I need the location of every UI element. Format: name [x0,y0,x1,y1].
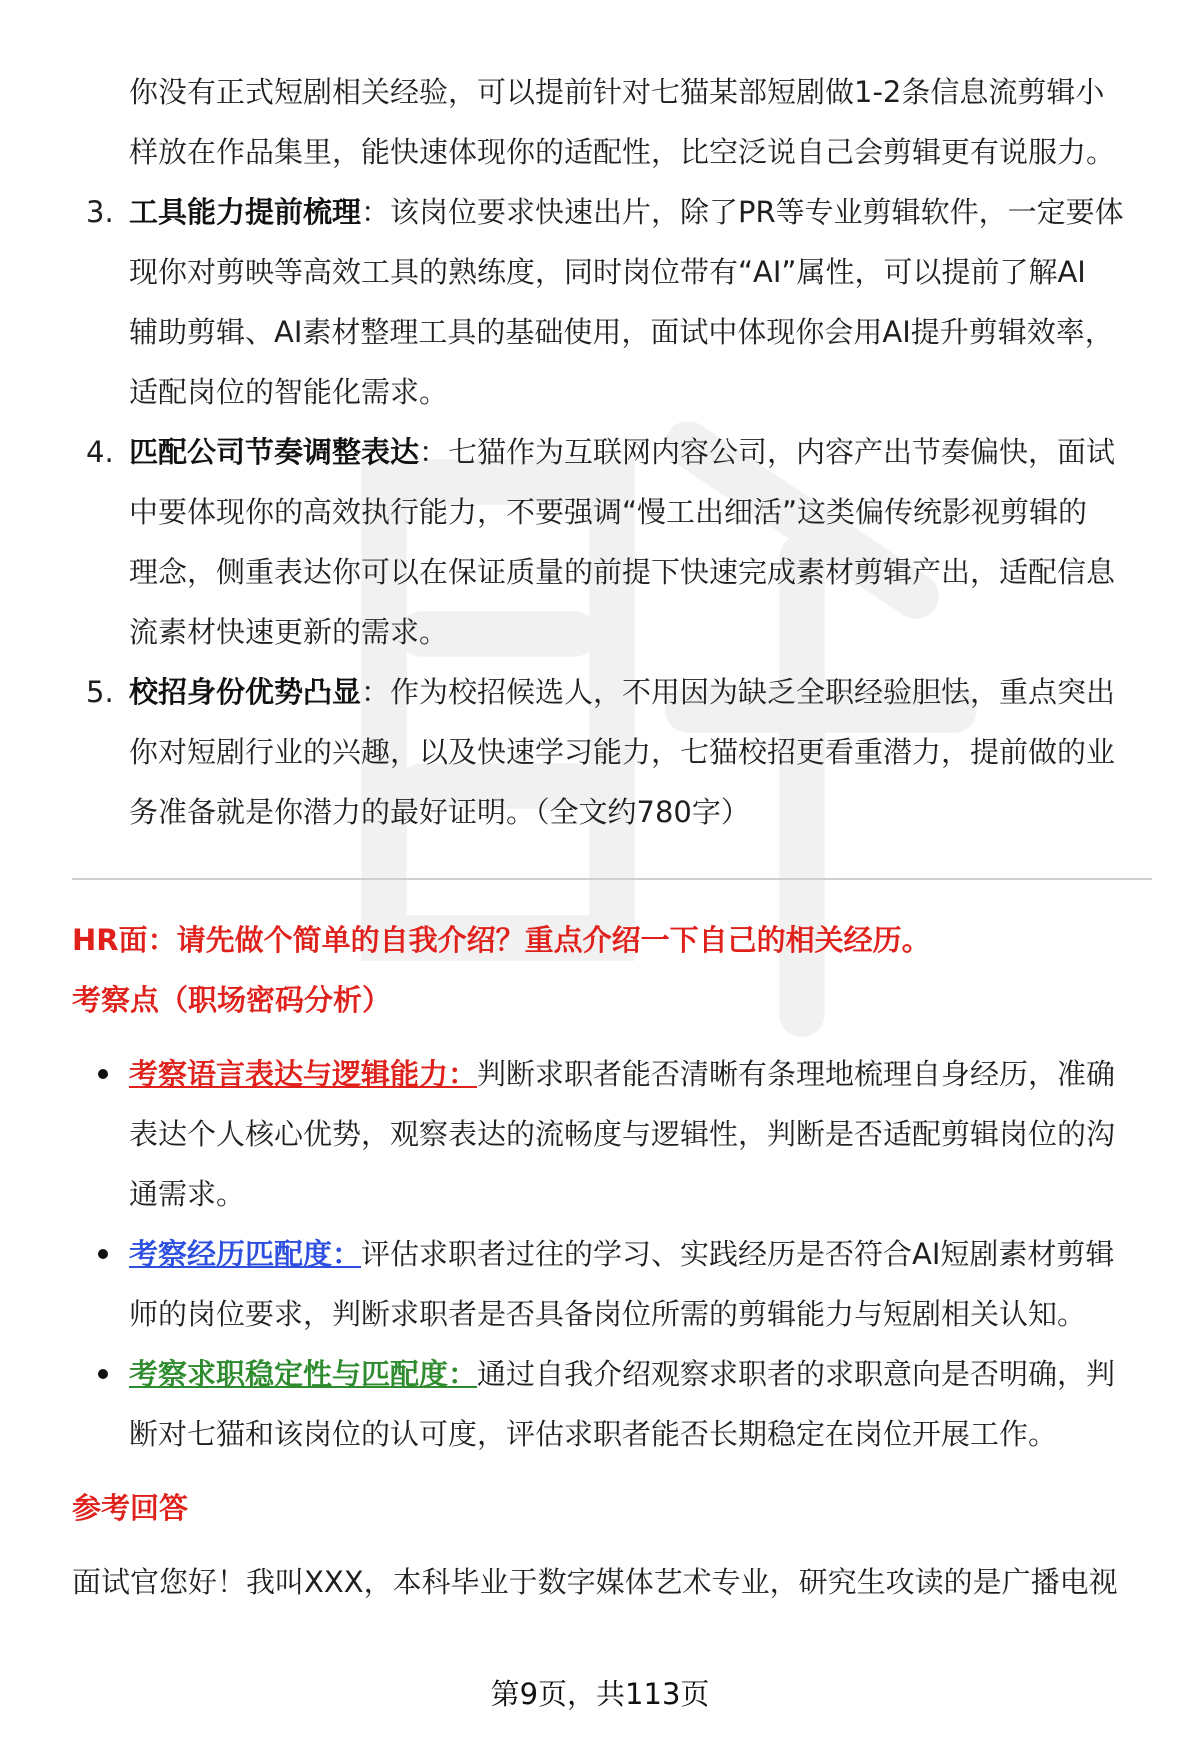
item-number: 4. [86,435,114,469]
item-title: 工具能力提前梳理 [129,195,362,229]
bullet-item [72,1344,1152,1404]
bullet-label: 考察求职稳定性与匹配度： [129,1357,478,1391]
numbered-item-3 [72,182,1152,242]
bullet-line: 断对七猫和该岗位的认可度，评估求职者能否长期稳定在岗位开展工作。 [129,1417,1058,1451]
bullet-text: 评估求职者过往的学习、实践经历是否符合AI短剧素材剪辑 [361,1237,1115,1271]
continuation-line: 样放在作品集里，能快速体现你的适配性，比空泛说自己会剪辑更有说服力。 [129,135,1116,169]
bullet-line: 通需求。 [129,1177,246,1211]
item-line: 现你对剪映等高效工具的熟练度，同时岗位带有“AI”属性，可以提前了解AI [129,255,1086,289]
continuation-line: 你没有正式短剧相关经验，可以提前针对七猫某部短剧做1-2条信息流剪辑小 [129,75,1105,109]
bullet-line: 表达个人核心优势，观察表达的流畅度与逻辑性，判断是否适配剪辑岗位的沟 [129,1117,1116,1151]
item-title: 匹配公司节奏调整表达 [129,435,420,469]
section-divider [72,878,1152,880]
item-line: 你对短剧行业的兴趣，以及快速学习能力，七猫校招更看重潜力，提前做的业 [129,735,1116,769]
numbered-item-5 [72,662,1152,722]
item-line: 理念，侧重表达你可以在保证质量的前提下快速完成素材剪辑产出，适配信息 [129,555,1116,589]
item-line: 辅助剪辑、AI素材整理工具的基础使用，面试中体现你会用AI提升剪辑效率， [129,315,1114,349]
item-line: 中要体现你的高效执行能力，不要强调“慢工出细活”这类偏传统影视剪辑的 [129,495,1088,529]
answer-heading: 参考回答 [72,1491,189,1525]
numbered-item-4 [72,422,1152,482]
document-page [72,62,1152,1612]
bullet-dot [98,1369,108,1379]
item-text: ：该岗位要求快速出片，除了PR等专业剪辑软件，一定要体 [361,195,1124,229]
hr-question-heading: HR面：请先做个简单的自我介绍？重点介绍一下自己的相关经历。 [72,923,931,957]
bullet-item [72,1044,1152,1104]
bullet-label: 考察语言表达与逻辑能力： [129,1057,478,1091]
analysis-heading: 考察点（职场密码分析） [72,983,392,1017]
bullet-label: 考察经历匹配度： [129,1237,362,1271]
bullet-dot [98,1069,108,1079]
item-text: ：七猫作为互联网内容公司，内容产出节奏偏快，面试 [419,435,1116,469]
item-line: 流素材快速更新的需求。 [129,615,449,649]
item-number: 3. [86,195,114,229]
page-footer: 第9页，共113页 [490,1677,710,1711]
item-title: 校招身份优势凸显 [129,675,362,709]
bullet-text: 判断求职者能否清晰有条理地梳理自身经历，准确 [477,1057,1116,1091]
item-line: 务准备就是你潜力的最好证明。（全文约780字） [129,795,750,829]
bullet-line: 师的岗位要求，判断求职者是否具备岗位所需的剪辑能力与短剧相关认知。 [129,1297,1087,1331]
bullet-text: 通过自我介绍观察求职者的求职意向是否明确，判 [477,1357,1116,1391]
bullet-dot [98,1249,108,1259]
item-text: ：作为校招候选人，不用因为缺乏全职经验胆怯，重点突出 [361,675,1116,709]
bullet-item [72,1224,1152,1284]
item-number: 5. [86,675,114,709]
item-line: 适配岗位的智能化需求。 [129,375,449,409]
answer-text: 面试官您好！我叫XXX，本科毕业于数字媒体艺术专业，研究生攻读的是广播电视 [72,1565,1118,1599]
